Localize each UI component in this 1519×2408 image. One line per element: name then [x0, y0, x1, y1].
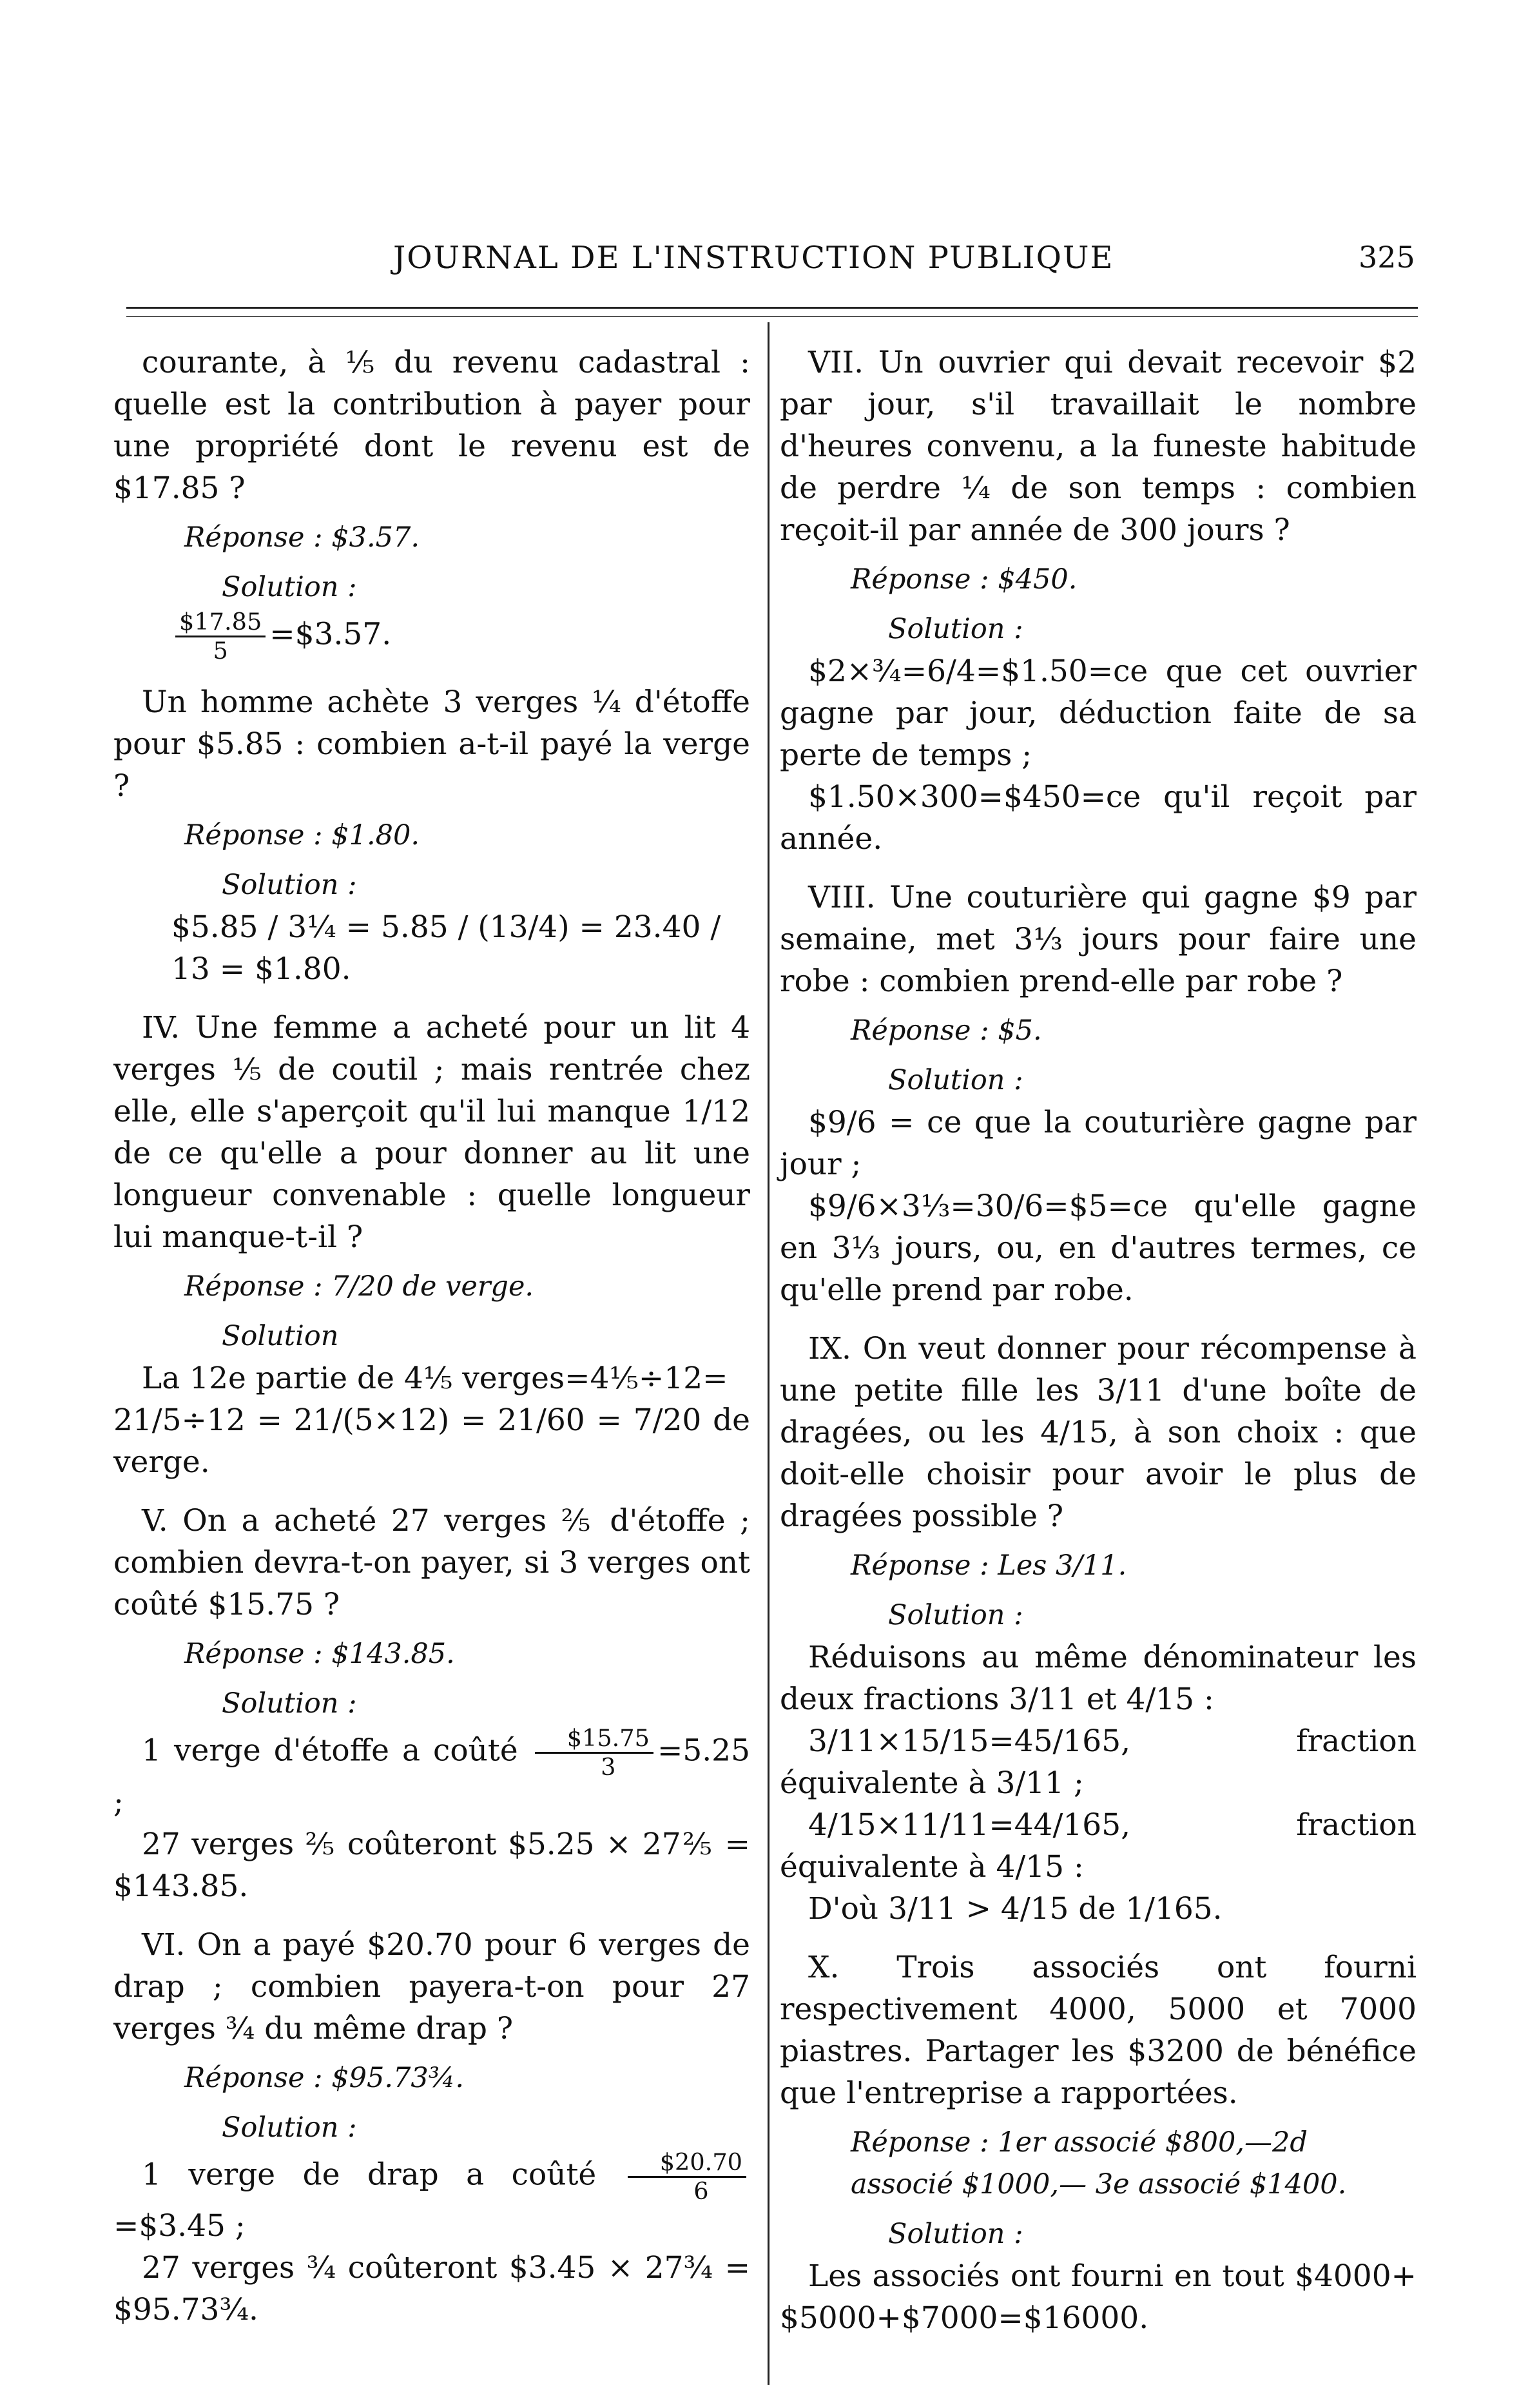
fraction: $\frac{\$17.85}{5}$	[175, 608, 266, 665]
equation: 27 verges ⅖ coûteront $5.25 × 27⅖ = $143.85.	[113, 1826, 750, 1904]
fraction: $\frac{\$20.70}{6}$	[628, 2149, 746, 2205]
equation: La 12e partie de 4⅕ verges=4⅕÷12=	[142, 1361, 728, 1397]
problem-continuation: courante, à ⅕ du revenu cadastral : quelle est la contribution à payer pour une propriété dont le revenu est de $17.85 ?	[113, 345, 750, 506]
equation: $1.50×300=$450=ce qu'il reçoit par année.	[780, 779, 1417, 857]
problem-v: V. On a acheté 27 verges ⅖ d'étoffe ; combien devra-t-on payer, si 3 verges ont coûté $15.75 ?	[113, 1503, 750, 1623]
equation: $9/6×3⅓=30/6=$5=ce qu'elle gagne en 3⅓ jours, ou, en d'autres termes, ce qu'elle prend par robe.	[780, 1189, 1417, 1308]
header-rule-thin	[126, 316, 1418, 317]
header-rule	[126, 307, 1418, 309]
problem-text: Un homme achète 3 verges ¼ d'étoffe pour $5.85 : combien a-t-il payé la verge ?	[113, 685, 750, 804]
problem-ix: IX. On veut donner pour récompense à une petite fille les 3/11 d'une boîte de dragées, ou les 4/15, à son choix : que doit-elle choisir pour avoir le plus de dragées possible ?	[780, 1331, 1417, 1534]
equation: Réduisons au même dénominateur les deux fractions 3/11 et 4/15 :	[780, 1640, 1417, 1717]
equation: 3/11×15/15=45/165, fraction équivalente à 3/11 ;	[780, 1723, 1417, 1801]
solution-label: Solution :	[888, 2218, 1023, 2250]
solution-label: Solution :	[888, 613, 1023, 645]
solution-label: Solution :	[888, 1599, 1023, 1631]
solution-label: Solution :	[222, 869, 357, 902]
answer-label: Réponse : 1er associé $800,—2d associé $1000,— 3e associé $1400.	[851, 2126, 1347, 2200]
answer-label: Réponse : $95.73¾.	[184, 2061, 465, 2094]
equation: D'où 3/11 > 4/15 de 1/165.	[808, 1891, 1223, 1927]
column-divider	[768, 322, 769, 2385]
problem-x: X. Trois associés ont fourni respectivement 4000, 5000 et 7000 piastres. Partager les $3200 de bénéfice que l'entreprise a rapportées.	[780, 1950, 1417, 2111]
equation: 21/5÷12 = 21/(5×12) = 21/60 = 7/20 de verge.	[113, 1403, 750, 1481]
equation: $5.85 / 3¼ = 5.85 / (13/4) = 23.40 / 13 = $1.80.	[171, 909, 721, 987]
answer-label: Réponse : $450.	[851, 563, 1078, 596]
answer-label: Réponse : $143.85.	[184, 1638, 455, 1671]
equation: 1 verge d'étoffe a coûté $\frac{\$15.75}{3}$ =5.25 ;	[113, 1724, 750, 1820]
equation: $9/6 = ce que la couturière gagne par jour ;	[780, 1105, 1417, 1182]
solution-label: Solution :	[888, 1064, 1023, 1096]
problem-viii: VIII. Une couturière qui gagne $9 par semaine, met 3⅓ jours pour faire une robe : combien prend-elle par robe ?	[780, 880, 1417, 999]
answer-label: Réponse : $5.	[851, 1015, 1042, 1047]
page-number: 325	[1359, 240, 1415, 275]
problem-iv: IV. Une femme a acheté pour un lit 4 verges ⅕ de coutil ; mais rentrée chez elle, elle s'aperçoit qu'il lui manque 1/12 de ce qu'elle a pour donner au lit une longueur convenable : quelle longueur lui manque-t-il ?	[113, 1010, 750, 1256]
equation: 4/15×11/11=44/165, fraction équivalente à 4/15 :	[780, 1807, 1417, 1885]
solution-label: Solution :	[222, 2111, 357, 2144]
problem-vi: VI. On a payé $20.70 pour 6 verges de drap ; combien payera-t-on pour 27 verges ¾ du même drap ?	[113, 1927, 750, 2046]
answer-label: Réponse : 7/20 de verge.	[184, 1270, 534, 1303]
left-column	[113, 342, 750, 2331]
problem-vii: VII. Un ouvrier qui devait recevoir $2 par jour, s'il travaillait le nombre d'heures convenu, a la funeste habitude de perdre ¼ de son temps : combien reçoit-il par année de 300 jours ?	[780, 345, 1417, 548]
answer-label: Réponse : $3.57.	[184, 521, 420, 554]
equation: $2×¾=6/4=$1.50=ce que cet ouvrier gagne par jour, déduction faite de sa perte de temps ;	[780, 654, 1417, 773]
answer-label: Réponse : Les 3/11.	[851, 1549, 1127, 1582]
answer-label: Réponse : $1.80.	[184, 819, 420, 852]
solution-label: Solution :	[222, 1687, 357, 1720]
running-header: JOURNAL DE L'INSTRUCTION PUBLIQUE	[393, 240, 1114, 276]
equation: $\frac{\$17.85}{5}$ =$3.57.	[113, 608, 750, 665]
equation: 27 verges ¾ coûteront $3.45 × 27¾ = $95.73¾.	[113, 2249, 750, 2327]
fraction: $\frac{\$15.75}{3}$	[535, 1725, 653, 1781]
equation: Les associés ont fourni en tout $4000+ $5000+$7000=$16000.	[780, 2258, 1417, 2336]
equation: 1 verge de drap a coûté $\frac{\$20.70}{6}$ =$3.45 ;	[113, 2149, 750, 2247]
solution-label: Solution :	[222, 571, 357, 603]
right-column	[780, 342, 1417, 2339]
solution-label: Solution	[222, 1320, 339, 1353]
